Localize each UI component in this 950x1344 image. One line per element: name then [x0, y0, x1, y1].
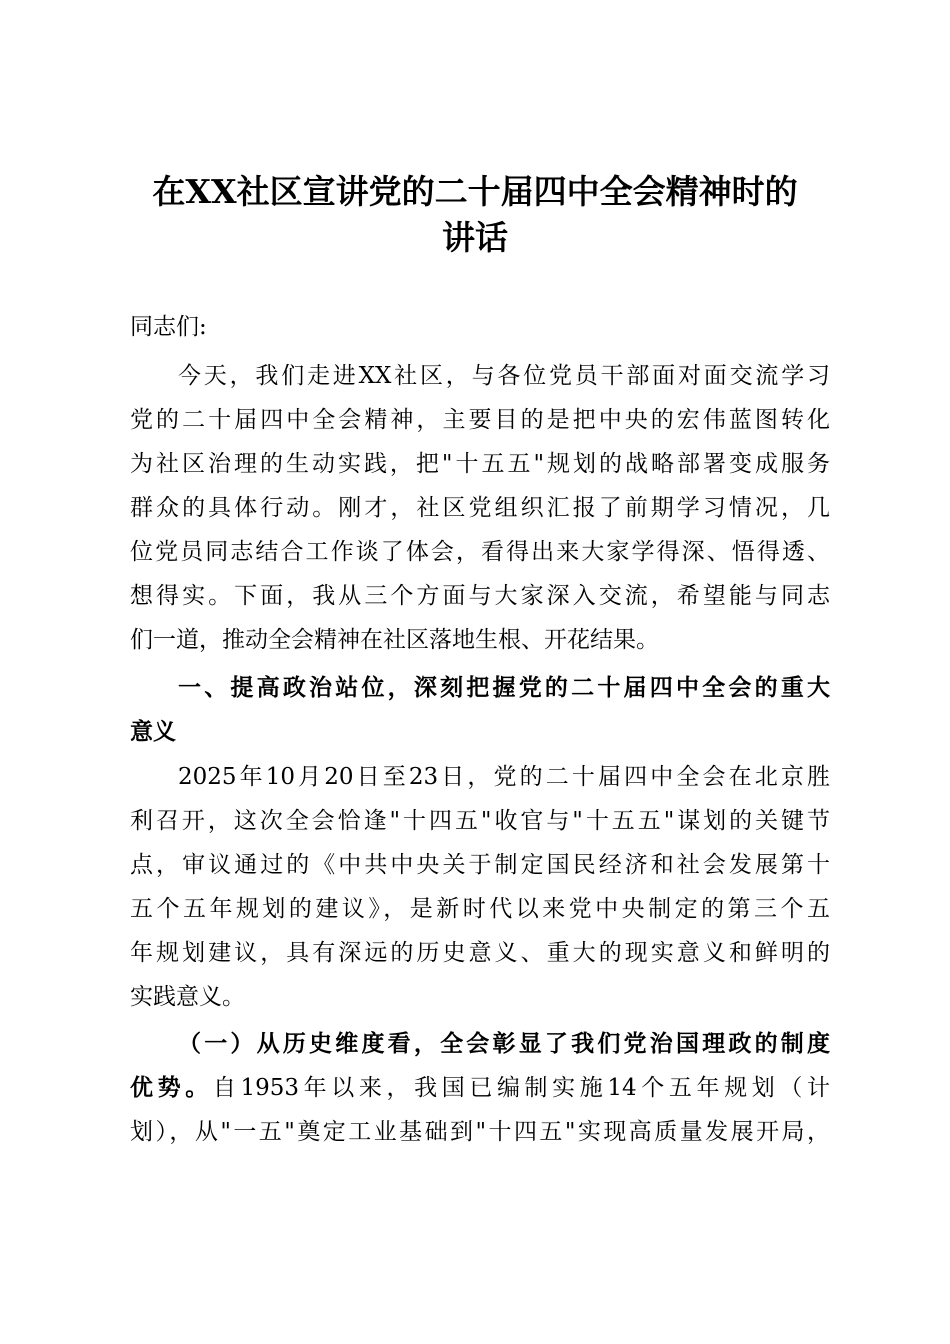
document-title-line-2: 讲话 [442, 218, 508, 257]
bold-text: 优势。 [130, 1074, 213, 1101]
paragraph-line [130, 894, 830, 924]
paragraph-line [130, 1117, 830, 1147]
paragraph-line [178, 762, 830, 792]
paragraph-line [130, 982, 830, 1012]
document-title-line-1: 在XX社区宣讲党的二十届四中全会精神时的 [152, 172, 798, 211]
salutation: 同志们: [130, 314, 207, 340]
paragraph-line [130, 581, 830, 611]
text: 点，审议通过的《中共中央关于制定国民经济和社会发展第十 [130, 852, 830, 878]
text: 2025年10月20日至23日，党的二十届四中全会在北京胜 [178, 764, 830, 790]
text: 自1953年以来，我国已编制实施14个五年规划（计 [212, 1075, 830, 1101]
text: 群众的具体行动。刚才，社区党组织汇报了前期学习情况，几 [130, 495, 830, 521]
bold-text: 意义 [130, 718, 176, 745]
text: 为社区治理的生动实践，把"十五五"规划的战略部署变成服务 [130, 451, 830, 477]
text: 年规划建议，具有深远的历史意义、重大的现实意义和鲜明的 [130, 940, 830, 966]
text: 想得实。下面，我从三个方面与大家深入交流，希望能与同志 [130, 583, 830, 609]
text: 五个五年规划的建议》，是新时代以来党中央制定的第三个五 [130, 896, 830, 922]
paragraph-line [130, 806, 830, 836]
bold-text: 一、提高政治站位，深刻把握党的二十届四中全会的重大 [178, 674, 830, 701]
text: 今天，我们走进XX社区，与各位党员干部面对面交流学习 [178, 363, 830, 389]
text: 党的二十届四中全会精神，主要目的是把中央的宏伟蓝图转化 [130, 407, 830, 433]
text: 位党员同志结合工作谈了体会，看得出来大家学得深、悟得透、 [130, 539, 830, 565]
paragraph-line [178, 361, 830, 391]
text: 利召开，这次全会恰逢"十四五"收官与"十五五"谋划的关键节 [130, 808, 830, 834]
paragraph-line [130, 405, 830, 435]
section-heading-line [178, 673, 830, 703]
paragraph-line [130, 938, 830, 968]
text: 实践意义。 [130, 984, 245, 1010]
text: 划），从"一五"奠定工业基础到"十四五"实现高质量发展开局， [130, 1119, 830, 1145]
section-heading-line [130, 717, 830, 747]
paragraph-line [130, 449, 830, 479]
paragraph-line [130, 493, 830, 523]
text: 们一道，推动全会精神在社区落地生根、开花结果。 [130, 627, 659, 653]
paragraph-line [130, 1073, 830, 1103]
bold-text: （一）从历史维度看，全会彰显了我们党治国理政的制度 [178, 1030, 830, 1057]
paragraph-line [130, 850, 830, 880]
paragraph-line [130, 625, 830, 655]
paragraph-line [130, 537, 830, 567]
paragraph-line [178, 1029, 830, 1059]
